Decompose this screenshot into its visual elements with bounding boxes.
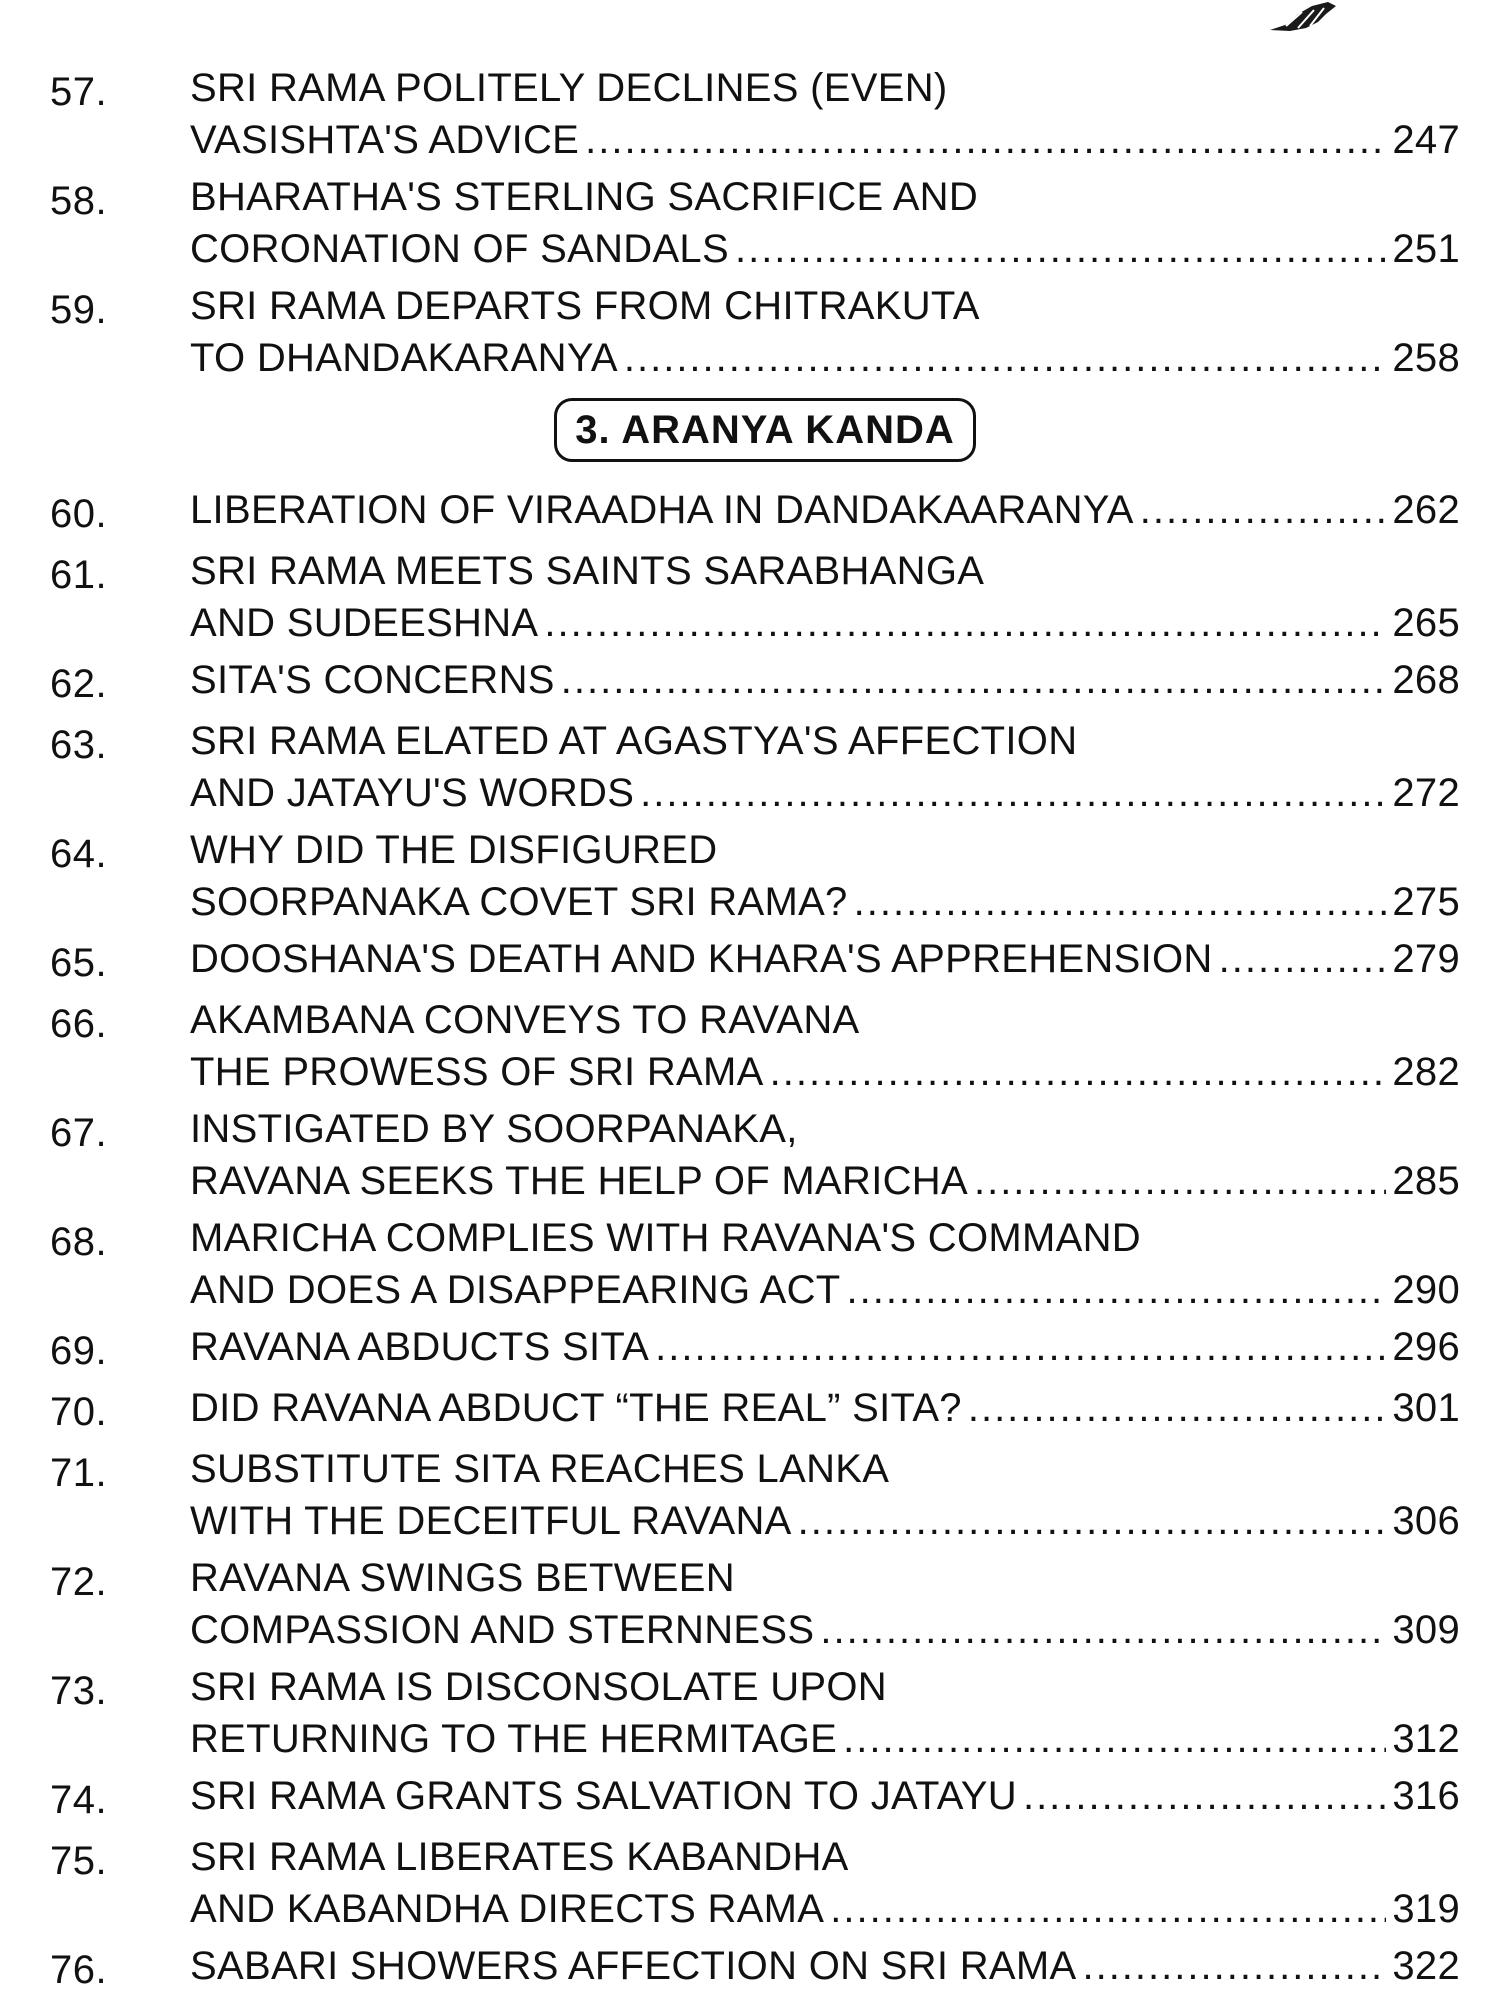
chapter-title-block: [190, 1321, 1460, 1373]
chapter-title-block: [190, 1382, 1460, 1434]
chapter-number: 76.: [50, 1948, 108, 1992]
chapter-number: 64.: [50, 832, 108, 876]
chapter-title-last-line: [190, 654, 1460, 706]
chapter-number: 70.: [50, 1390, 108, 1434]
chapter-title-text: SRI RAMA GRANTS SALVATION TO JATAYU: [190, 1774, 1017, 1818]
dot-leader: [655, 1321, 1386, 1373]
chapter-title-line: SRI RAMA ELATED AT AGASTYA'S AFFECTION: [190, 719, 1078, 763]
chapter-title-text: VASISHTA'S ADVICE: [190, 118, 580, 162]
toc-entry[interactable]: [0, 1831, 1500, 1935]
page-number: 312: [1392, 1717, 1460, 1761]
chapter-title-block: [190, 994, 1460, 1098]
chapter-title-line: AKAMBANA CONVEYS TO RAVANA: [190, 998, 860, 1042]
chapter-number: 67.: [50, 1111, 108, 1155]
chapter-title-line: SRI RAMA IS DISCONSOLATE UPON: [190, 1665, 887, 1709]
page-number: 272: [1392, 771, 1460, 815]
page-number: 309: [1392, 1608, 1460, 1652]
chapter-title-last-line: [190, 484, 1460, 536]
chapter-number: 74.: [50, 1778, 108, 1822]
chapter-title-line: SRI RAMA LIBERATES KABANDHA: [190, 1835, 849, 1879]
page-number: 247: [1392, 118, 1460, 162]
chapter-title-text: RETURNING TO THE HERMITAGE: [190, 1717, 838, 1761]
toc-entry[interactable]: [0, 715, 1500, 819]
chapter-title-last-line: [190, 933, 1460, 985]
toc-entry[interactable]: [0, 1661, 1500, 1765]
chapter-number: 68.: [50, 1220, 108, 1264]
dot-leader: [585, 114, 1386, 166]
section-heading-wrap: [0, 398, 1500, 462]
chapter-title-last-line: [190, 767, 1460, 819]
chapter-title-block: [190, 1770, 1460, 1822]
chapter-title-line: WHY DID THE DISFIGURED: [190, 828, 718, 872]
chapter-title-text: SOORPANAKA COVET SRI RAMA?: [190, 880, 848, 924]
chapter-title-block: [190, 715, 1460, 819]
toc-entry[interactable]: [0, 280, 1500, 384]
chapter-title-block: [190, 171, 1460, 275]
chapter-number: 62.: [50, 662, 108, 706]
chapter-number: 72.: [50, 1560, 108, 1604]
chapter-title-last-line: [190, 876, 1460, 928]
chapter-title-last-line: [190, 114, 1460, 166]
chapter-title-last-line: [190, 1770, 1460, 1822]
chapter-title-text: THE PROWESS OF SRI RAMA: [190, 1050, 764, 1094]
page-number: 258: [1392, 336, 1460, 380]
chapter-title-line: SUBSTITUTE SITA REACHES LANKA: [190, 1447, 890, 1491]
chapter-number: 69.: [50, 1329, 108, 1373]
chapter-title-block: [190, 1552, 1460, 1656]
chapter-title-text: SABARI SHOWERS AFFECTION ON SRI RAMA: [190, 1944, 1077, 1988]
chapter-title-last-line: [190, 332, 1460, 384]
chapter-title-block: [190, 824, 1460, 928]
chapter-number: 59.: [50, 288, 108, 332]
dot-leader: [798, 1495, 1387, 1547]
page-number: 316: [1392, 1774, 1460, 1818]
chapter-title-line: BHARATHA'S STERLING SACRIFICE AND: [190, 175, 979, 219]
chapter-title-text: SITA'S CONCERNS: [190, 658, 555, 702]
chapter-title-line: SRI RAMA DEPARTS FROM CHITRAKUTA: [190, 284, 980, 328]
chapter-number: 66.: [50, 1002, 108, 1046]
chapter-title-block: [190, 1661, 1460, 1765]
chapter-title-text: CORONATION OF SANDALS: [190, 227, 729, 271]
chapter-title-text: DOOSHANA'S DEATH AND KHARA'S APPREHENSION: [190, 937, 1213, 981]
page-number: 265: [1392, 601, 1460, 645]
chapter-title-last-line: [190, 1883, 1460, 1935]
chapter-title-last-line: [190, 1264, 1460, 1316]
chapter-title-text: WITH THE DECEITFUL RAVANA: [190, 1499, 792, 1543]
toc-entry[interactable]: [0, 1940, 1500, 1996]
dot-leader: [820, 1604, 1386, 1656]
toc-entry[interactable]: [0, 171, 1500, 275]
toc-entry[interactable]: [0, 654, 1500, 710]
chapter-title-line: MARICHA COMPLIES WITH RAVANA'S COMMAND: [190, 1216, 1141, 1260]
chapter-title-line: SRI RAMA POLITELY DECLINES (EVEN): [190, 66, 948, 110]
page-number: 296: [1392, 1325, 1460, 1369]
toc-entries-ayodhya: [0, 62, 1500, 384]
dot-leader: [830, 1883, 1386, 1935]
chapter-title-block: [190, 1212, 1460, 1316]
chapter-number: 73.: [50, 1669, 108, 1713]
toc-entry[interactable]: [0, 1552, 1500, 1656]
chapter-number: 61.: [50, 553, 108, 597]
toc-entry[interactable]: [0, 933, 1500, 989]
chapter-title-last-line: [190, 1382, 1460, 1434]
dot-leader: [1023, 1770, 1386, 1822]
page-number: 301: [1392, 1386, 1460, 1430]
toc-entries-aranya: [0, 484, 1500, 1996]
dot-leader: [1140, 484, 1387, 536]
chapter-title-block: [190, 1940, 1460, 1992]
toc-entry[interactable]: [0, 1443, 1500, 1547]
dot-leader: [735, 223, 1386, 275]
page-number: 319: [1392, 1887, 1460, 1931]
toc-entry[interactable]: [0, 62, 1500, 166]
page-number: 268: [1392, 658, 1460, 702]
chapter-title-last-line: [190, 1495, 1460, 1547]
chapter-title-text: AND JATAYU'S WORDS: [190, 771, 635, 815]
chapter-title-block: [190, 545, 1460, 649]
page-number: 322: [1392, 1944, 1460, 1988]
toc-entry[interactable]: [0, 1103, 1500, 1207]
dot-leader: [843, 1713, 1386, 1765]
chapter-number: 63.: [50, 723, 108, 767]
chapter-title-last-line: [190, 1604, 1460, 1656]
chapter-title-text: AND KABANDHA DIRECTS RAMA: [190, 1887, 825, 1931]
chapter-title-block: [190, 484, 1460, 536]
chapter-title-block: [190, 1443, 1460, 1547]
chapter-title-block: [190, 1103, 1460, 1207]
dot-leader: [770, 1046, 1387, 1098]
chapter-title-line: SRI RAMA MEETS SAINTS SARABHANGA: [190, 549, 985, 593]
chapter-number: 58.: [50, 179, 108, 223]
chapter-number: 65.: [50, 941, 108, 985]
chapter-title-text: AND DOES A DISAPPEARING ACT: [190, 1268, 841, 1312]
chapter-number: 75.: [50, 1839, 108, 1883]
toc-entry[interactable]: [0, 1770, 1500, 1826]
chapter-title-text: RAVANA SEEKS THE HELP OF MARICHA: [190, 1159, 968, 1203]
chapter-title-text: COMPASSION AND STERNNESS: [190, 1608, 815, 1652]
chapter-title-block: [190, 654, 1460, 706]
chapter-title-text: DID RAVANA ABDUCT “THE REAL” SITA?: [190, 1386, 962, 1430]
page-number: 290: [1392, 1268, 1460, 1312]
dot-leader: [1082, 1940, 1386, 1992]
chapter-title-line: INSTIGATED BY SOORPANAKA,: [190, 1107, 798, 1151]
toc-entry[interactable]: [0, 484, 1500, 540]
chapter-title-last-line: [190, 1155, 1460, 1207]
toc-entry[interactable]: [0, 824, 1500, 928]
dot-leader: [847, 1264, 1387, 1316]
chapter-title-last-line: [190, 223, 1460, 275]
toc-entry[interactable]: [0, 1382, 1500, 1438]
chapter-number: 57.: [50, 70, 108, 114]
page-number: 279: [1392, 937, 1460, 981]
chapter-title-text: LIBERATION OF VIRAADHA IN DANDAKAARANYA: [190, 488, 1134, 532]
toc-entry[interactable]: [0, 545, 1500, 649]
page-number: 282: [1392, 1050, 1460, 1094]
dot-leader: [1219, 933, 1387, 985]
dot-leader: [640, 767, 1386, 819]
dot-leader: [968, 1382, 1387, 1434]
chapter-number: 60.: [50, 492, 108, 536]
chapter-title-text: AND SUDEESHNA: [190, 601, 539, 645]
chapter-title-block: [190, 1831, 1460, 1935]
chapter-title-last-line: [190, 1713, 1460, 1765]
chapter-title-last-line: [190, 1940, 1460, 1992]
section-heading: 3. ARANYA KANDA: [554, 398, 976, 462]
chapter-title-text: RAVANA ABDUCTS SITA: [190, 1325, 650, 1369]
toc-entry[interactable]: [0, 994, 1500, 1098]
chapter-title-text: TO DHANDAKARANYA: [190, 336, 618, 380]
page-number: 306: [1392, 1499, 1460, 1543]
dot-leader: [544, 597, 1386, 649]
chapter-title-line: RAVANA SWINGS BETWEEN: [190, 1556, 735, 1600]
toc-entry[interactable]: [0, 1321, 1500, 1377]
page-corner-mark: [1268, 0, 1338, 34]
dot-leader: [854, 876, 1387, 928]
chapter-title-last-line: [190, 1321, 1460, 1373]
chapter-title-last-line: [190, 597, 1460, 649]
dot-leader: [561, 654, 1387, 706]
chapter-title-last-line: [190, 1046, 1460, 1098]
chapter-title-block: [190, 933, 1460, 985]
chapter-number: 71.: [50, 1451, 108, 1495]
page-number: 285: [1392, 1159, 1460, 1203]
page-number: 262: [1392, 488, 1460, 532]
chapter-title-block: [190, 280, 1460, 384]
page-number: 275: [1392, 880, 1460, 924]
table-of-contents: [0, 62, 1500, 2001]
dot-leader: [624, 332, 1387, 384]
page-number: 251: [1392, 227, 1460, 271]
toc-entry[interactable]: [0, 1212, 1500, 1316]
dot-leader: [974, 1155, 1386, 1207]
chapter-title-block: [190, 62, 1460, 166]
